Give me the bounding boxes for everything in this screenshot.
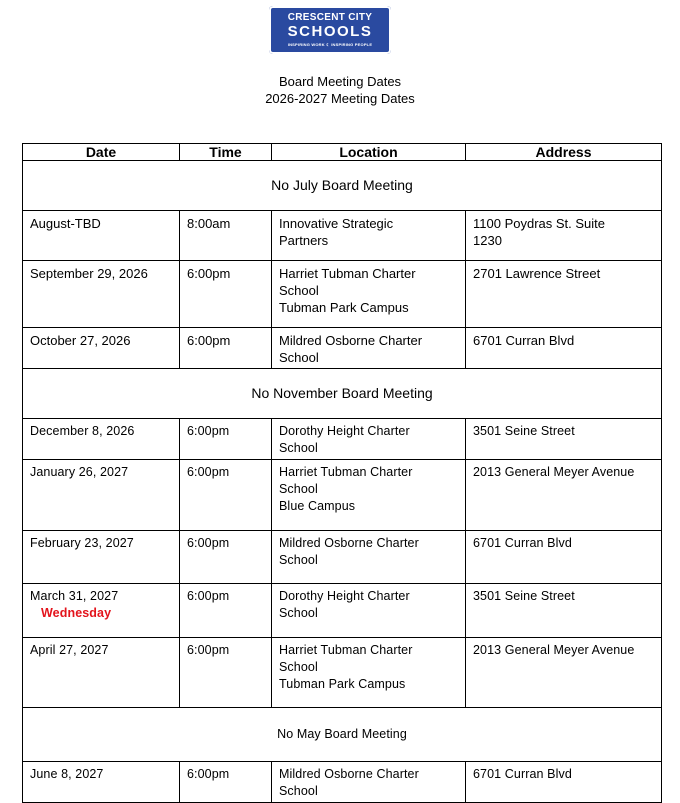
location-cell: [272, 211, 466, 261]
meeting-dates-table: [22, 143, 662, 803]
address-line: 3501 Seine Street: [473, 424, 575, 438]
crescent-city-schools-logo: [269, 6, 391, 54]
date-text: April 27, 2027: [30, 643, 109, 657]
address-cell: [466, 419, 662, 460]
no-meeting-row: [23, 708, 662, 762]
date-text: February 23, 2027: [30, 536, 134, 550]
location-cell: [272, 638, 466, 708]
location-line: Mildred Osborne Charter: [279, 536, 419, 550]
table-row: [23, 638, 662, 708]
location-line: School: [279, 482, 318, 496]
location-cell: [272, 328, 466, 369]
location-line: Mildred Osborne Charter: [279, 767, 419, 781]
location-line: School: [279, 553, 318, 567]
location-line: Dorothy Height Charter: [279, 424, 410, 438]
location-line: Harriet Tubman Charter: [279, 266, 416, 281]
location-cell: [272, 762, 466, 803]
date-cell: [23, 419, 180, 460]
date-cell: [23, 762, 180, 803]
location-line: Innovative Strategic: [279, 216, 394, 231]
table-row: [23, 460, 662, 531]
address-cell: [466, 584, 662, 638]
location-cell: [272, 460, 466, 531]
time-cell: 6:00pm: [180, 762, 272, 803]
address-line: 6701 Curran Blvd: [473, 333, 575, 348]
address-cell: [466, 638, 662, 708]
header-location: Location: [272, 144, 466, 161]
table-row: [23, 328, 662, 369]
day-note: Wednesday: [41, 606, 112, 620]
header-address: Address: [466, 144, 662, 161]
location-line: Mildred Osborne Charter: [279, 333, 423, 348]
date-text: March 31, 2027: [30, 589, 119, 603]
date-text: December 8, 2026: [30, 424, 135, 438]
header-date: Date: [23, 144, 180, 161]
address-line: 6701 Curran Blvd: [473, 536, 572, 550]
table-row: [23, 261, 662, 328]
location-line: Tubman Park Campus: [279, 300, 409, 315]
no-meeting-cell: No July Board Meeting: [23, 161, 662, 211]
logo-tagline: INSPIRING WORK ☾ INSPIRING PEOPLE: [287, 42, 373, 47]
address-line: 2013 General Meyer Avenue: [473, 465, 635, 479]
date-cell: [23, 638, 180, 708]
time-cell: 6:00pm: [180, 419, 272, 460]
no-meeting-row: [23, 161, 662, 211]
table-row: [23, 531, 662, 584]
no-meeting-cell: No November Board Meeting: [23, 369, 662, 419]
address-line: 3501 Seine Street: [473, 589, 575, 603]
date-cell: [23, 531, 180, 584]
location-cell: [272, 419, 466, 460]
time-cell: 6:00pm: [180, 531, 272, 584]
date-text: January 26, 2027: [30, 465, 129, 479]
table-row: [23, 762, 662, 803]
date-cell: [23, 328, 180, 369]
header-time: Time: [180, 144, 272, 161]
location-line: Partners: [279, 233, 329, 248]
location-line: School: [279, 283, 319, 298]
table-row: [23, 584, 662, 638]
date-cell: [23, 261, 180, 328]
time-cell: 6:00pm: [180, 584, 272, 638]
date-cell: [23, 211, 180, 261]
address-cell: [466, 261, 662, 328]
location-line: School: [279, 660, 318, 674]
table-row: [23, 211, 662, 261]
date-text: August-TBD: [30, 216, 101, 231]
date-text: September 29, 2026: [30, 266, 148, 281]
location-line: School: [279, 784, 318, 798]
address-cell: [466, 328, 662, 369]
time-cell: 6:00pm: [180, 460, 272, 531]
address-line: 6701 Curran Blvd: [473, 767, 572, 781]
address-cell: [466, 762, 662, 803]
address-cell: [466, 211, 662, 261]
address-line: 2013 General Meyer Avenue: [473, 643, 635, 657]
location-cell: [272, 584, 466, 638]
location-line: Harriet Tubman Charter: [279, 643, 413, 657]
date-text: October 27, 2026: [30, 333, 131, 348]
location-line: Harriet Tubman Charter: [279, 465, 413, 479]
time-cell: 6:00pm: [180, 638, 272, 708]
location-line: School: [279, 606, 318, 620]
document-title: Board Meeting Dates: [278, 74, 402, 89]
time-cell: 8:00am: [180, 211, 272, 261]
location-cell: [272, 531, 466, 584]
location-line: Dorothy Height Charter: [279, 589, 410, 603]
address-line: 1100 Poydras St. Suite: [473, 216, 606, 231]
location-line: Blue Campus: [279, 499, 356, 513]
location-cell: [272, 261, 466, 328]
location-line: Tubman Park Campus: [279, 677, 406, 691]
no-meeting-cell: No May Board Meeting: [23, 708, 662, 762]
address-cell: [466, 460, 662, 531]
address-line: 1230: [473, 233, 502, 248]
date-cell: [23, 584, 180, 638]
location-line: School: [279, 350, 319, 365]
document-subtitle: 2026-2027 Meeting Dates: [265, 91, 415, 106]
table-row: [23, 419, 662, 460]
logo-line-1: CRESCENT CITY: [287, 12, 373, 23]
table-header-row: [23, 144, 662, 161]
date-cell: [23, 460, 180, 531]
date-text: June 8, 2027: [30, 767, 104, 781]
table-body: [23, 161, 662, 803]
address-cell: [466, 531, 662, 584]
location-line: School: [279, 441, 318, 455]
time-cell: 6:00pm: [180, 328, 272, 369]
time-cell: 6:00pm: [180, 261, 272, 328]
no-meeting-row: [23, 369, 662, 419]
logo-line-2: SCHOOLS: [287, 23, 373, 40]
address-line: 2701 Lawrence Street: [473, 266, 601, 281]
